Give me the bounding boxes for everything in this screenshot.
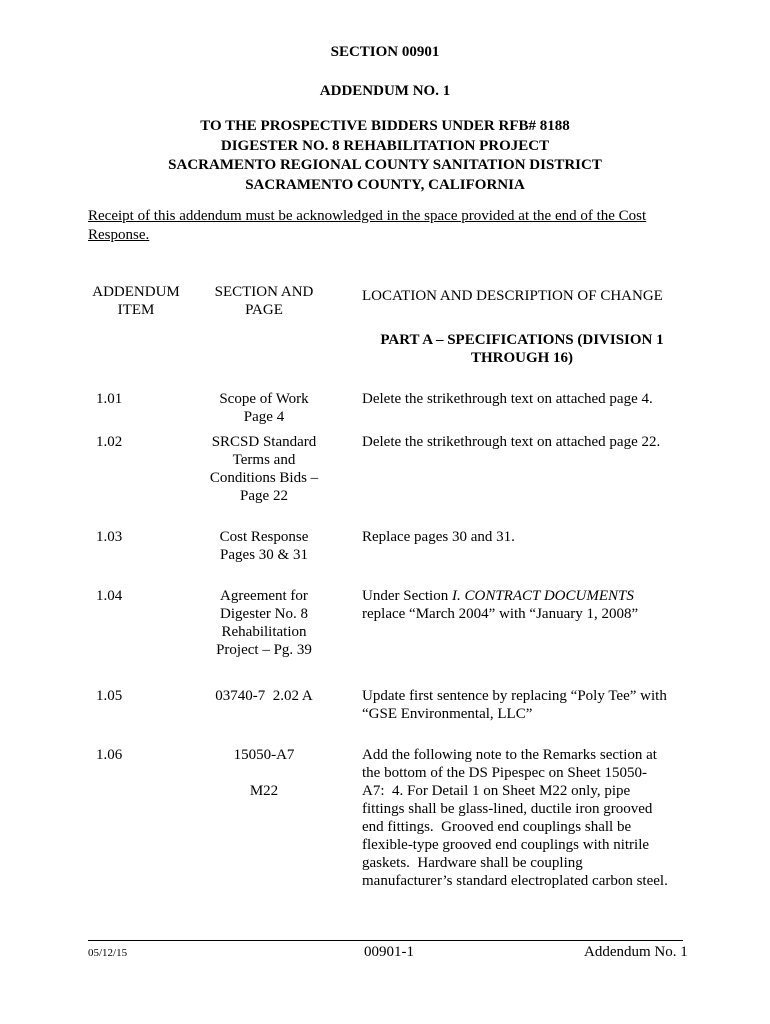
column-header-text: ITEM [117,302,155,318]
change-description [362,746,682,890]
section-line: Page 22 [240,488,288,504]
description-line: Add the following note to the Remarks section at [362,747,657,763]
description-line: Delete the strikethrough text on attached page 4. [362,391,653,407]
addendum-item-number: 1.06 [96,747,123,763]
description-line: replace “March 2004” with “January 1, 2008” [362,606,639,622]
section-page [196,587,332,659]
footer-page-number: 00901-1 [364,944,414,960]
column-header-text: PAGE [245,302,283,318]
title-block [0,117,770,195]
change-description [362,528,682,546]
description-line: flexible-type grooved end couplings with nitrile [362,837,650,853]
section-line: Conditions Bids – [209,470,319,486]
description-text: Under Section [362,588,452,604]
column-header-item [82,283,190,319]
title-line: SACRAMENTO COUNTY, CALIFORNIA [245,176,525,193]
column-header-text: ADDENDUM [92,284,180,300]
change-description [362,390,682,408]
section-line: Terms and [232,452,296,468]
footer-addendum: Addendum No. 1 [584,944,688,960]
section-page [196,390,332,426]
section-page [196,528,332,564]
description-line: Update first sentence by replacing “Poly Tee” with [362,688,667,704]
addendum-item-number: 1.03 [96,529,123,545]
section-page [196,433,332,505]
addendum-item-number: 1.04 [96,588,123,604]
section-page [196,746,332,800]
section-line: 03740-7 2.02 A [215,688,313,704]
section-line: 15050-A7 [233,747,295,763]
section-line: Scope of Work [219,391,309,407]
section-line: Agreement for [220,588,308,604]
section-line: Page 4 [243,409,285,425]
part-a-line: PART A – SPECIFICATIONS (DIVISION 1 [380,332,664,348]
part-a-line: THROUGH 16) [470,350,574,366]
section-line: Pages 30 & 31 [220,547,308,563]
column-header-description: LOCATION AND DESCRIPTION OF CHANGE [362,288,663,304]
description-line: “GSE Environmental, LLC” [362,706,533,722]
description-line: gaskets. Hardware shall be coupling [362,855,583,871]
description-line: the bottom of the DS Pipespec on Sheet 15050- [362,765,647,781]
section-line: Project – Pg. 39 [216,642,312,658]
section-line: Rehabilitation [221,624,307,640]
title-line: DIGESTER NO. 8 REHABILITATION PROJECT [220,137,550,154]
description-line: A7: 4. For Detail 1 on Sheet M22 only, pipe [362,783,631,799]
change-description [362,687,682,723]
section-line: SRCSD Standard [211,434,317,450]
footer-divider [88,940,683,941]
section-heading: SECTION 00901 [330,44,440,60]
description-line: Delete the strikethrough text on attached page 22. [362,434,661,450]
description-line: manufacturer’s standard electroplated carbon steel. [362,873,668,889]
section-line: Digester No. 8 [220,606,308,622]
footer-date: 05/12/15 [88,947,128,959]
title-line: TO THE PROSPECTIVE BIDDERS UNDER RFB# 8188 [200,118,570,134]
change-description [362,587,682,623]
column-header-text: SECTION AND [214,284,314,300]
description-italic-text: I. CONTRACT DOCUMENTS [451,588,634,604]
section-line: M22 [249,783,279,799]
description-line: Replace pages 30 and 31. [362,529,515,545]
notice-line: Response. [88,227,150,243]
column-header-section [196,283,332,319]
acknowledgement-notice [88,207,678,245]
part-a-heading [362,331,682,367]
description-line: end fittings. Grooved end couplings shall be [362,819,632,835]
change-description [362,433,682,451]
title-line: SACRAMENTO REGIONAL COUNTY SANITATION DISTRICT [168,157,602,173]
addendum-item-number: 1.01 [96,391,123,407]
section-line: Cost Response [219,529,309,545]
addendum-item-number: 1.05 [96,688,123,704]
section-line [196,764,332,782]
description-line [362,587,682,605]
section-page [196,687,332,705]
addendum-heading: ADDENDUM NO. 1 [319,83,451,99]
notice-line: Receipt of this addendum must be acknowledged in the space provided at the end of the Cost [88,208,647,224]
addendum-item-number: 1.02 [96,434,123,450]
description-line: fittings shall be glass-lined, ductile iron grooved [362,801,653,817]
